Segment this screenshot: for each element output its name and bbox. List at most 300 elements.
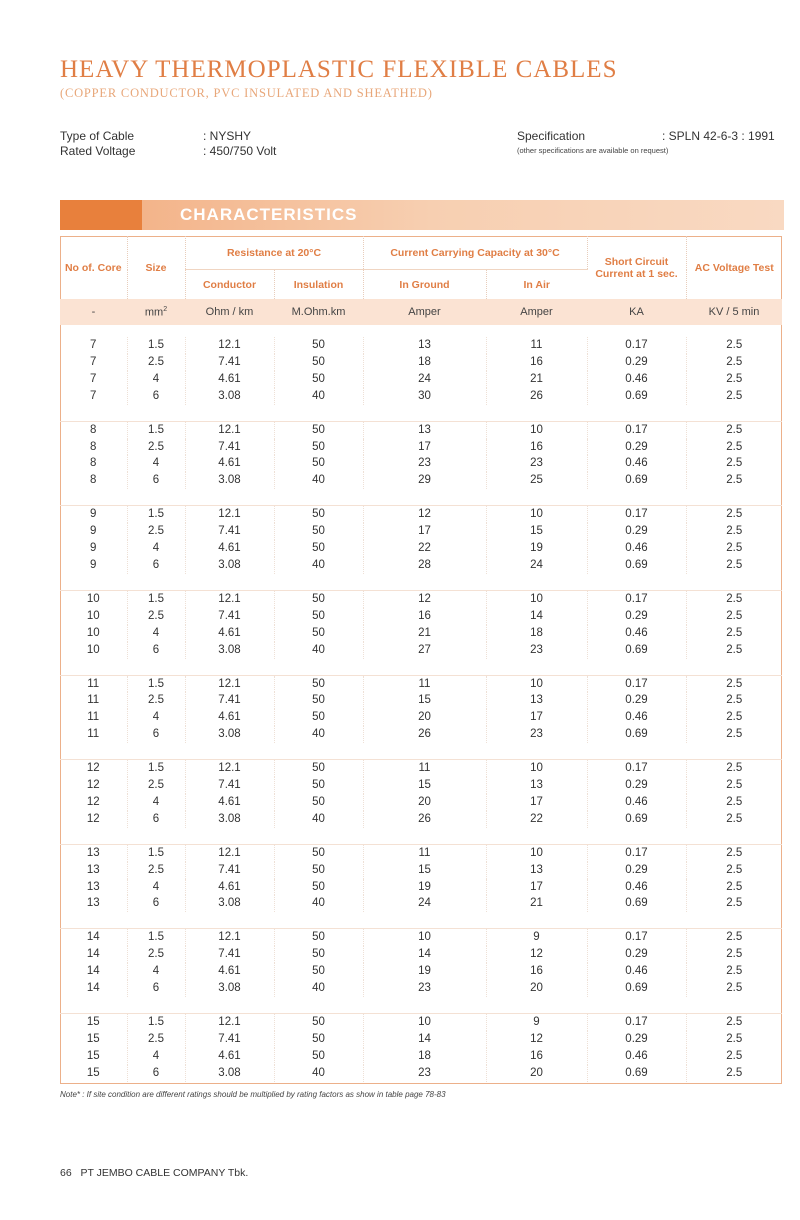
type-of-cable-value: : NYSHY — [203, 129, 252, 143]
cell-ac-voltage: 2.5 — [726, 982, 743, 995]
cell-core: 15 — [60, 1014, 127, 1031]
cell-insulation: 50 — [274, 794, 363, 811]
table-row — [60, 709, 782, 726]
cell-ac-voltage: 2.5 — [726, 762, 743, 775]
specification-value: : SPLN 42-6-3 : 1991 — [662, 129, 775, 143]
table-row — [60, 540, 782, 557]
cell-in-air: 13 — [486, 692, 587, 709]
cell-conductor: 12.1 — [185, 675, 274, 692]
cell-size: 4 — [127, 709, 185, 726]
cell-conductor: 12.1 — [185, 1014, 274, 1031]
cell-insulation: 40 — [274, 980, 363, 997]
group-separator — [60, 574, 782, 591]
cell-in-ground: 29 — [363, 472, 486, 489]
table-row — [60, 675, 782, 692]
cell-conductor: 7.41 — [185, 946, 274, 963]
cell-conductor: 7.41 — [185, 777, 274, 794]
cell-size: 4 — [127, 455, 185, 472]
group-separator — [60, 743, 782, 760]
table-row — [60, 963, 782, 980]
cell-core: 9 — [60, 540, 127, 557]
table-row — [60, 794, 782, 811]
header-in-air: In Air — [523, 278, 550, 291]
cell-size: 2.5 — [127, 439, 185, 456]
cell-size: 6 — [127, 811, 185, 828]
cell-short-circuit: 0.69 — [587, 388, 686, 405]
cell-size: 2.5 — [127, 692, 185, 709]
cell-in-ground: 18 — [363, 354, 486, 371]
cell-size: 6 — [127, 472, 185, 489]
table-row — [60, 777, 782, 794]
cell-conductor: 3.08 — [185, 811, 274, 828]
cell-size: 1.5 — [127, 760, 185, 777]
table-row — [60, 726, 782, 743]
group-separator — [60, 489, 782, 506]
cell-insulation: 50 — [274, 777, 363, 794]
cell-insulation: 50 — [274, 844, 363, 861]
cell-size: 4 — [127, 794, 185, 811]
cell-size: 6 — [127, 726, 185, 743]
cell-ac-voltage: 2.5 — [726, 965, 743, 978]
unit-conductor: Ohm / km — [185, 299, 274, 325]
cell-short-circuit: 0.46 — [587, 625, 686, 642]
cell-conductor: 3.08 — [185, 642, 274, 659]
cell-insulation: 50 — [274, 371, 363, 388]
cell-in-ground: 11 — [363, 844, 486, 861]
cell-conductor: 4.61 — [185, 963, 274, 980]
cell-conductor: 4.61 — [185, 1048, 274, 1065]
cell-ac-voltage: 2.5 — [726, 457, 743, 470]
cell-conductor: 3.08 — [185, 895, 274, 912]
cell-short-circuit: 0.29 — [587, 1031, 686, 1048]
table-row — [60, 608, 782, 625]
cell-in-ground: 19 — [363, 963, 486, 980]
cell-short-circuit: 0.46 — [587, 371, 686, 388]
cell-in-ground: 23 — [363, 980, 486, 997]
cell-insulation: 50 — [274, 337, 363, 354]
cell-ac-voltage: 2.5 — [726, 863, 743, 876]
cell-conductor: 3.08 — [185, 557, 274, 574]
cell-in-ground: 27 — [363, 642, 486, 659]
cell-size: 6 — [127, 388, 185, 405]
cell-in-air: 16 — [486, 963, 587, 980]
unit-in-ground: Amper — [363, 299, 486, 325]
cell-in-ground: 17 — [363, 439, 486, 456]
cell-short-circuit: 0.69 — [587, 980, 686, 997]
table-row — [60, 1014, 782, 1031]
cell-short-circuit: 0.69 — [587, 642, 686, 659]
cell-in-ground: 22 — [363, 540, 486, 557]
cell-core: 9 — [60, 557, 127, 574]
cell-conductor: 7.41 — [185, 608, 274, 625]
cell-in-ground: 15 — [363, 862, 486, 879]
cell-ac-voltage: 2.5 — [726, 1032, 743, 1045]
cell-in-ground: 28 — [363, 557, 486, 574]
cell-core: 13 — [60, 844, 127, 861]
table-row — [60, 371, 782, 388]
cell-in-ground: 13 — [363, 421, 486, 438]
cell-ac-voltage: 2.5 — [726, 609, 743, 622]
table-row — [60, 388, 782, 405]
cell-size: 2.5 — [127, 523, 185, 540]
cell-in-ground: 18 — [363, 1048, 486, 1065]
cell-in-air: 17 — [486, 794, 587, 811]
cell-size: 2.5 — [127, 946, 185, 963]
cell-insulation: 50 — [274, 421, 363, 438]
cell-core: 12 — [60, 777, 127, 794]
cell-size: 1.5 — [127, 1014, 185, 1031]
cell-in-air: 11 — [486, 337, 587, 354]
cell-core: 11 — [60, 692, 127, 709]
cell-in-air: 19 — [486, 540, 587, 557]
cell-core: 7 — [60, 388, 127, 405]
cell-conductor: 12.1 — [185, 421, 274, 438]
table-row — [60, 879, 782, 896]
cell-insulation: 50 — [274, 590, 363, 607]
cell-core: 12 — [60, 760, 127, 777]
cell-insulation: 40 — [274, 1065, 363, 1082]
cell-ac-voltage: 2.5 — [726, 779, 743, 792]
cell-in-ground: 15 — [363, 692, 486, 709]
cell-short-circuit: 0.69 — [587, 557, 686, 574]
cell-in-air: 23 — [486, 455, 587, 472]
cell-core: 10 — [60, 608, 127, 625]
cell-ac-voltage: 2.5 — [726, 711, 743, 724]
cell-short-circuit: 0.69 — [587, 726, 686, 743]
cell-in-air: 23 — [486, 726, 587, 743]
header-resistance: Resistance at 20°C — [185, 236, 363, 270]
cell-ac-voltage: 2.5 — [726, 728, 743, 741]
cell-conductor: 4.61 — [185, 625, 274, 642]
cell-ac-voltage: 2.5 — [726, 880, 743, 893]
cell-insulation: 50 — [274, 439, 363, 456]
cell-insulation: 50 — [274, 540, 363, 557]
cell-ac-voltage: 2.5 — [726, 508, 743, 521]
cell-ac-voltage: 2.5 — [726, 948, 743, 961]
cell-in-air: 13 — [486, 777, 587, 794]
specification-label: Specification — [517, 129, 586, 143]
cell-insulation: 50 — [274, 929, 363, 946]
cell-ac-voltage: 2.5 — [726, 1049, 743, 1062]
table-row — [60, 811, 782, 828]
unit-in-air: Amper — [486, 299, 587, 325]
cell-size: 2.5 — [127, 862, 185, 879]
cell-in-air: 10 — [486, 844, 587, 861]
cell-core: 10 — [60, 590, 127, 607]
cell-conductor: 3.08 — [185, 388, 274, 405]
cell-core: 14 — [60, 980, 127, 997]
cell-ac-voltage: 2.5 — [726, 626, 743, 639]
cell-short-circuit: 0.29 — [587, 354, 686, 371]
cell-ac-voltage: 2.5 — [726, 897, 743, 910]
cell-in-air: 21 — [486, 371, 587, 388]
table-row — [60, 1065, 782, 1082]
group-separator — [60, 659, 782, 676]
cell-short-circuit: 0.29 — [587, 777, 686, 794]
cell-short-circuit: 0.46 — [587, 540, 686, 557]
cell-short-circuit: 0.17 — [587, 675, 686, 692]
cell-short-circuit: 0.29 — [587, 523, 686, 540]
page-title: HEAVY THERMOPLASTIC FLEXIBLE CABLES — [60, 56, 618, 83]
cell-core: 15 — [60, 1065, 127, 1082]
cell-in-air: 18 — [486, 625, 587, 642]
cell-core: 8 — [60, 455, 127, 472]
group-separator — [60, 912, 782, 929]
cell-size: 4 — [127, 371, 185, 388]
cell-in-air: 24 — [486, 557, 587, 574]
cell-short-circuit: 0.17 — [587, 844, 686, 861]
cell-core: 14 — [60, 946, 127, 963]
cell-insulation: 40 — [274, 811, 363, 828]
table-row — [60, 439, 782, 456]
cell-size: 1.5 — [127, 506, 185, 523]
table-body — [60, 325, 782, 1082]
cell-size: 1.5 — [127, 421, 185, 438]
cell-in-ground: 11 — [363, 760, 486, 777]
header-size: Size — [127, 236, 185, 299]
cell-insulation: 40 — [274, 726, 363, 743]
cell-ac-voltage: 2.5 — [726, 694, 743, 707]
cell-size: 6 — [127, 980, 185, 997]
header-insulation: Insulation — [274, 270, 363, 300]
cell-insulation: 50 — [274, 1031, 363, 1048]
cell-core: 11 — [60, 675, 127, 692]
page-number: 66 — [60, 1167, 72, 1179]
table-row — [60, 929, 782, 946]
cell-ac-voltage: 2.5 — [726, 812, 743, 825]
cell-size: 1.5 — [127, 844, 185, 861]
cell-insulation: 50 — [274, 675, 363, 692]
group-separator — [60, 405, 782, 422]
cell-in-air: 13 — [486, 862, 587, 879]
cell-ac-voltage: 2.5 — [726, 846, 743, 859]
cell-in-air: 17 — [486, 709, 587, 726]
cell-in-ground: 14 — [363, 946, 486, 963]
cell-in-ground: 16 — [363, 608, 486, 625]
cell-short-circuit: 0.69 — [587, 1065, 686, 1082]
cell-insulation: 40 — [274, 472, 363, 489]
cell-short-circuit: 0.69 — [587, 811, 686, 828]
cell-short-circuit: 0.69 — [587, 472, 686, 489]
cell-size: 4 — [127, 540, 185, 557]
characteristics-banner — [60, 200, 784, 230]
cell-insulation: 50 — [274, 455, 363, 472]
cell-conductor: 12.1 — [185, 506, 274, 523]
cell-conductor: 4.61 — [185, 709, 274, 726]
cell-size: 4 — [127, 1048, 185, 1065]
unit-size: $mm^2$ — [127, 299, 185, 325]
header-no-of-core: No of. Core — [60, 236, 127, 299]
cell-size: 1.5 — [127, 675, 185, 692]
cell-in-air: 17 — [486, 879, 587, 896]
cell-short-circuit: 0.29 — [587, 946, 686, 963]
cell-insulation: 40 — [274, 642, 363, 659]
cell-short-circuit: 0.17 — [587, 421, 686, 438]
cell-short-circuit: 0.17 — [587, 929, 686, 946]
cell-core: 9 — [60, 523, 127, 540]
cell-in-ground: 11 — [363, 675, 486, 692]
cell-size: 2.5 — [127, 1031, 185, 1048]
cell-in-ground: 20 — [363, 709, 486, 726]
cell-short-circuit: 0.46 — [587, 963, 686, 980]
unit-short-circuit: KA — [587, 299, 686, 325]
cell-short-circuit: 0.17 — [587, 760, 686, 777]
company-name: PT JEMBO CABLE COMPANY Tbk. — [80, 1167, 249, 1179]
cell-core: 12 — [60, 811, 127, 828]
cell-core: 13 — [60, 879, 127, 896]
cell-short-circuit: 0.17 — [587, 590, 686, 607]
table-row — [60, 506, 782, 523]
cell-in-air: 10 — [486, 590, 587, 607]
cell-size: 6 — [127, 557, 185, 574]
cell-in-ground: 15 — [363, 777, 486, 794]
table-row — [60, 472, 782, 489]
table-row — [60, 692, 782, 709]
table-row — [60, 895, 782, 912]
banner-title: CHARACTERISTICS — [180, 205, 358, 224]
table-row — [60, 590, 782, 607]
cell-size: 4 — [127, 879, 185, 896]
cell-insulation: 50 — [274, 946, 363, 963]
page-footer — [60, 1167, 248, 1179]
cell-in-ground: 21 — [363, 625, 486, 642]
cell-in-air: 15 — [486, 523, 587, 540]
cell-in-ground: 10 — [363, 1014, 486, 1031]
cell-insulation: 50 — [274, 692, 363, 709]
cell-short-circuit: 0.17 — [587, 1014, 686, 1031]
cell-core: 12 — [60, 794, 127, 811]
cell-ac-voltage: 2.5 — [726, 474, 743, 487]
cell-size: 4 — [127, 625, 185, 642]
cell-conductor: 12.1 — [185, 760, 274, 777]
cell-short-circuit: 0.17 — [587, 337, 686, 354]
cell-insulation: 50 — [274, 1048, 363, 1065]
cell-insulation: 50 — [274, 879, 363, 896]
cell-insulation: 40 — [274, 895, 363, 912]
type-of-cable-label: Type of Cable — [60, 129, 135, 143]
cell-size: 6 — [127, 642, 185, 659]
cell-core: 10 — [60, 625, 127, 642]
cell-in-air: 20 — [486, 1065, 587, 1082]
cell-in-air: 12 — [486, 946, 587, 963]
cell-core: 9 — [60, 506, 127, 523]
cell-insulation: 50 — [274, 608, 363, 625]
table-row — [60, 642, 782, 659]
cell-in-ground: 12 — [363, 506, 486, 523]
specification-note: (other specifications are available on request) — [517, 146, 669, 155]
cell-ac-voltage: 2.5 — [726, 795, 743, 808]
cell-size: 2.5 — [127, 608, 185, 625]
banner-accent-block — [60, 200, 142, 230]
cell-in-air: 16 — [486, 1048, 587, 1065]
cell-insulation: 40 — [274, 388, 363, 405]
cell-insulation: 50 — [274, 625, 363, 642]
cell-ac-voltage: 2.5 — [726, 558, 743, 571]
cell-ac-voltage: 2.5 — [726, 339, 743, 351]
cell-insulation: 50 — [274, 1014, 363, 1031]
cell-short-circuit: 0.29 — [587, 608, 686, 625]
cell-conductor: 12.1 — [185, 844, 274, 861]
cell-conductor: 7.41 — [185, 439, 274, 456]
cell-core: 15 — [60, 1048, 127, 1065]
cell-in-air: 25 — [486, 472, 587, 489]
cell-conductor: 3.08 — [185, 980, 274, 997]
cell-core: 14 — [60, 929, 127, 946]
cell-size: 1.5 — [127, 590, 185, 607]
cell-short-circuit: 0.46 — [587, 1048, 686, 1065]
table-row — [60, 625, 782, 642]
cell-conductor: 4.61 — [185, 540, 274, 557]
cell-size: 6 — [127, 1065, 185, 1082]
cell-conductor: 3.08 — [185, 1065, 274, 1082]
cell-conductor: 7.41 — [185, 1031, 274, 1048]
cell-short-circuit: 0.69 — [587, 895, 686, 912]
cell-ac-voltage: 2.5 — [726, 440, 743, 453]
table-row — [60, 354, 782, 371]
header-conductor: Conductor — [185, 270, 274, 300]
cell-insulation: 50 — [274, 862, 363, 879]
cell-ac-voltage: 2.5 — [726, 355, 743, 368]
cell-in-air: 12 — [486, 1031, 587, 1048]
cell-ac-voltage: 2.5 — [726, 389, 743, 402]
cell-conductor: 4.61 — [185, 455, 274, 472]
cell-in-ground: 23 — [363, 455, 486, 472]
cell-in-air: 9 — [486, 1014, 587, 1031]
cell-short-circuit: 0.46 — [587, 455, 686, 472]
cell-short-circuit: 0.29 — [587, 862, 686, 879]
cell-core: 11 — [60, 709, 127, 726]
header-current-capacity: Current Carrying Capacity at 30°C — [363, 236, 587, 270]
cell-ac-voltage: 2.5 — [726, 525, 743, 538]
cell-ac-voltage: 2.5 — [726, 643, 743, 656]
cell-in-air: 10 — [486, 675, 587, 692]
cell-in-ground: 13 — [363, 337, 486, 354]
cell-short-circuit: 0.29 — [587, 439, 686, 456]
cell-size: 4 — [127, 963, 185, 980]
cell-insulation: 50 — [274, 963, 363, 980]
cell-insulation: 50 — [274, 506, 363, 523]
cell-short-circuit: 0.17 — [587, 506, 686, 523]
cell-core: 11 — [60, 726, 127, 743]
cell-ac-voltage: 2.5 — [726, 1066, 743, 1079]
header-ac-voltage: AC Voltage Test — [694, 261, 774, 274]
cell-insulation: 50 — [274, 523, 363, 540]
cell-in-air: 23 — [486, 642, 587, 659]
table-row — [60, 523, 782, 540]
table-note: Note* : If site condition are different ratings should be multiplied by rating factors as show in table page 78-83 — [60, 1090, 446, 1099]
cell-core: 7 — [60, 337, 127, 354]
header-short-circuit: Short Circuit Current at 1 sec. — [587, 236, 686, 299]
cell-size: 6 — [127, 895, 185, 912]
cell-conductor: 7.41 — [185, 692, 274, 709]
cell-short-circuit: 0.46 — [587, 709, 686, 726]
table-row — [60, 862, 782, 879]
rated-voltage-label: Rated Voltage — [60, 144, 136, 158]
cell-conductor: 7.41 — [185, 862, 274, 879]
cell-in-ground: 17 — [363, 523, 486, 540]
cell-in-ground: 24 — [363, 895, 486, 912]
cell-in-ground: 30 — [363, 388, 486, 405]
cell-in-air: 10 — [486, 506, 587, 523]
cell-core: 8 — [60, 421, 127, 438]
unit-core: - — [60, 299, 127, 325]
table-row — [60, 455, 782, 472]
cell-ac-voltage: 2.5 — [726, 372, 743, 385]
cell-ac-voltage: 2.5 — [726, 1016, 743, 1028]
cell-short-circuit: 0.29 — [587, 692, 686, 709]
table-row — [60, 980, 782, 997]
cell-in-air: 26 — [486, 388, 587, 405]
